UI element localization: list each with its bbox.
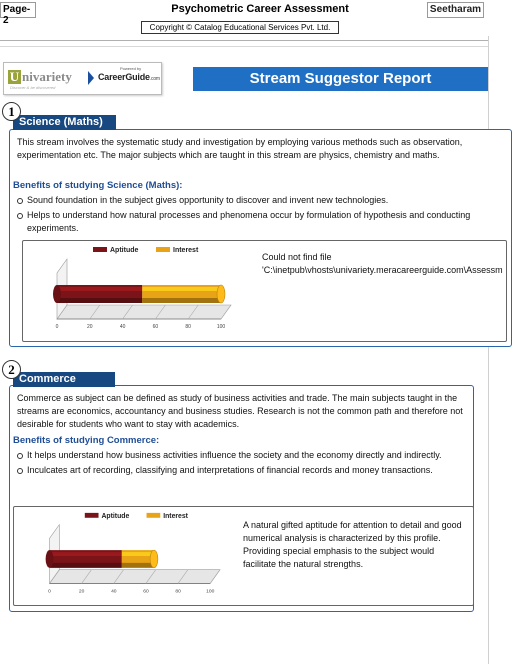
section-description: Commerce as subject can be defined as study of business activities and trade. The main subjects taught in the streams are economics, accountancy and business studies. Research is not the common path and therefore not desirable for students who want to stay with academics. xyxy=(17,393,463,429)
bar-shadow xyxy=(50,563,122,568)
benefits-heading: Benefits of studying Science (Maths): xyxy=(13,180,183,191)
legend-label: Interest xyxy=(163,512,188,520)
bar-shadow xyxy=(122,563,154,568)
list-item: Helps to understand how natural processes and phenomena occur by formulation of hypothesis and conducting experiments. xyxy=(15,209,485,235)
x-tick-label: 20 xyxy=(87,324,93,330)
section-description: This stream involves the systematic study and investigation by employing various methods such as observation, experimentation etc. The major subjects which are taught in this stream are physics, chemistry and maths. xyxy=(17,137,463,160)
legend-swatch xyxy=(93,247,107,252)
section-commerce xyxy=(9,385,474,612)
report-title-banner: Stream Suggestor Report xyxy=(193,67,488,91)
aptitude-interest-chart xyxy=(33,241,233,341)
legend-swatch xyxy=(85,513,99,518)
section-title: Commerce xyxy=(13,372,115,387)
x-tick-label: 60 xyxy=(152,324,159,330)
benefits-heading: Benefits of studying Commerce: xyxy=(13,435,160,446)
chart-side-text: Could not find file 'C:\inetpub\vhosts\univariety.meracareerguide.com\Assessm xyxy=(262,252,503,275)
chevron-logo-icon xyxy=(88,71,94,85)
bar-end-cap xyxy=(217,285,225,303)
section-number-badge: 2 xyxy=(2,360,21,379)
univariety-wordmark: U nivariety xyxy=(9,69,72,84)
x-tick-label: 0 xyxy=(55,324,59,330)
legend-label: Aptitude xyxy=(110,247,139,254)
univariety-tagline: Discover & be discovered xyxy=(10,85,56,90)
x-tick-label: 40 xyxy=(111,589,117,595)
list-item: Inculcates art of recording, classifying and interpretations of financial records and money transactions. xyxy=(15,464,465,477)
aptitude-interest-chart xyxy=(24,507,224,605)
section-title: Science (Maths) xyxy=(13,115,116,130)
x-tick-label: 60 xyxy=(143,589,149,595)
x-tick-label: 0 xyxy=(48,589,51,595)
section-number-badge: 1 xyxy=(2,102,21,121)
bar-shadow xyxy=(142,298,221,303)
legend-swatch xyxy=(156,247,170,252)
legend-label: Interest xyxy=(173,247,199,254)
chart-panel xyxy=(13,506,474,606)
benefits-list xyxy=(15,194,485,237)
bar-shadow xyxy=(57,298,142,303)
bar-highlight xyxy=(57,287,142,291)
legend-label: Aptitude xyxy=(101,512,130,520)
page-title: Psychometric Career Assessment xyxy=(171,3,349,15)
x-tick-label: 20 xyxy=(78,589,85,595)
chart-floor xyxy=(50,570,221,584)
list-item: It helps understand how business activities influence the society and the economy directly and indirectly. xyxy=(15,449,465,462)
x-tick-label: 80 xyxy=(175,589,181,595)
bar-highlight xyxy=(122,552,154,556)
x-tick-label: 80 xyxy=(185,324,191,330)
bar-interest xyxy=(142,285,225,303)
x-tick-label: 100 xyxy=(206,589,215,595)
benefits-list xyxy=(15,449,465,479)
x-tick-label: 40 xyxy=(119,324,126,330)
section-science-maths xyxy=(9,129,512,347)
chart-floor xyxy=(57,305,231,319)
copyright-notice: Copyright © Catalog Educational Services Pvt. Ltd. xyxy=(141,21,339,34)
bar-highlight xyxy=(50,552,122,556)
user-name-label: Seetharam xyxy=(427,2,484,18)
x-tick-label: 100 xyxy=(216,324,226,330)
header-divider-secondary xyxy=(0,46,488,47)
header-divider xyxy=(0,40,488,41)
page-number-label: Page-2 xyxy=(0,2,36,18)
bar-start-cap xyxy=(46,550,54,568)
bar-start-cap xyxy=(53,285,61,303)
bar-aptitude xyxy=(46,550,122,568)
chart-side-text: A natural gifted aptitude for attention to detail and good numerical analysis is characterized by this profile. Providing special emphasis to the subject would facilitate the natural strengths. xyxy=(243,520,462,569)
legend-swatch xyxy=(147,513,161,518)
bar-aptitude xyxy=(53,285,142,303)
bar-end-cap xyxy=(150,550,158,568)
bar-highlight xyxy=(142,287,221,291)
chart-panel xyxy=(22,240,507,342)
powered-by-label: Powered by xyxy=(120,66,142,71)
list-item: Sound foundation in the subject gives opportunity to discover and invent new technologies. xyxy=(15,194,485,207)
bar-interest xyxy=(122,550,158,568)
univariety-careerguide-logo xyxy=(3,62,162,95)
careerguide-wordmark: CareerGuide.com xyxy=(98,72,160,82)
